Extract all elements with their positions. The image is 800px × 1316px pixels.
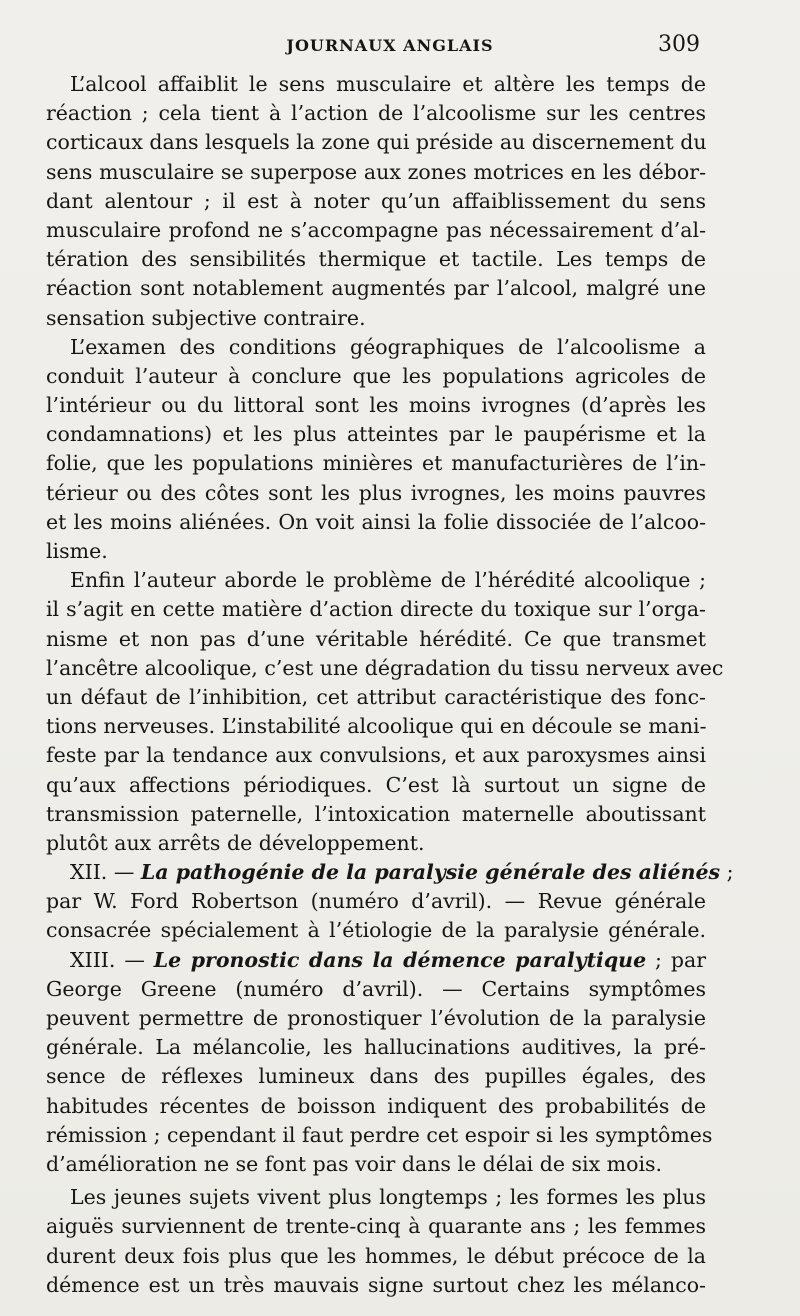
text-line: l’intérieur ou du littoral sont les moins ivrognes (d’après les <box>46 393 706 418</box>
running-title: JOURNAUX ANGLAIS <box>286 36 494 55</box>
section-number: XII. <box>70 860 108 885</box>
text-line: générale. La mélancolie, les hallucinations auditives, la pré- <box>46 1035 706 1060</box>
text-line: plutôt aux arrêts de développement. <box>46 830 425 855</box>
text-line: feste par la tendance aux convulsions, et aux paroxysmes ainsi <box>46 743 706 768</box>
text-line: d’amélioration ne se font pas voir dans le délai de six mois. <box>46 1151 663 1176</box>
text-line: qu’aux affections périodiques. C’est là surtout un signe de <box>46 772 706 797</box>
text-line: L’examen des conditions géographiques de l’alcoolisme a <box>70 334 706 359</box>
text-line: nisme et non pas d’une véritable hérédité. Ce que transmet <box>46 626 706 651</box>
body-text <box>46 70 734 1300</box>
section-heading: XIII. — Le pronostic dans la démence paralytique ; par <box>70 947 706 972</box>
section-heading-rest: ; par <box>646 947 706 972</box>
text-line: condamnations) et les plus atteintes par le paupérisme et la <box>46 422 706 447</box>
page-header <box>0 32 800 62</box>
text-line: sence de réflexes lumineux dans des pupilles égales, des <box>46 1064 706 1089</box>
text-line: folie, que les populations minières et manufacturières de l’in- <box>46 451 706 476</box>
text-line: lisme. <box>46 539 108 563</box>
section-title: La pathogénie de la paralysie générale des aliénés <box>140 860 721 885</box>
text-line: tération des sensibilités thermique et tactile. Les temps de <box>46 247 706 272</box>
text-line: Les jeunes sujets vivent plus longtemps ; les formes les plus <box>70 1185 706 1210</box>
text-line: l’ancêtre alcoolique, c’est une dégradation du tissu nerveux avec <box>46 655 724 680</box>
text-line: réaction sont notablement augmentés par l’alcool, malgré une <box>46 276 706 301</box>
text-line: tions nerveuses. L’instabilité alcoolique qui en découle se mani- <box>46 714 707 739</box>
section-number: XIII. <box>70 947 116 972</box>
section-title: Le pronostic dans la démence paralytique <box>153 947 647 972</box>
section-heading-rest: ; <box>720 860 734 885</box>
text-line: L’alcool affaiblit le sens musculaire et altère les temps de <box>70 72 706 96</box>
text-line: durent deux fois plus que les hommes, le début précoce de la <box>46 1243 706 1268</box>
text-line: rémission ; cependant il faut perdre cet espoir si les symptômes <box>46 1122 713 1147</box>
text-line: sensation subjective contraire. <box>46 305 366 330</box>
text-line: réaction ; cela tient à l’action de l’alcoolisme sur les centres <box>46 101 706 126</box>
text-line: il s’agit en cette matière d’action directe du toxique sur l’orga- <box>46 597 706 622</box>
text-line: dant alentour ; il est à noter qu’un affaiblissement du sens <box>46 188 706 213</box>
text-line: musculaire profond ne s’accompagne pas nécessairement d’al- <box>46 217 706 242</box>
text-line: sens musculaire se superpose aux zones motrices en les débor- <box>46 159 706 184</box>
text-line: conduit l’auteur à conclure que les populations agricoles de <box>46 363 706 388</box>
section-heading: XII. — La pathogénie de la paralysie générale des aliénés ; <box>70 860 734 885</box>
text-line: peuvent permettre de pronostiquer l’évolution de la paralysie <box>46 1006 706 1030</box>
text-line: un défaut de l’inhibition, cet attribut caractéristique des fonc- <box>46 684 706 709</box>
text-line: George Greene (numéro d’avril). — Certains symptômes <box>46 976 706 1001</box>
text-line: et les moins aliénées. On voit ainsi la folie dissociée de l’alcoo- <box>46 509 706 534</box>
text-line: térieur ou des côtes sont les plus ivrognes, les moins pauvres <box>46 480 706 505</box>
text-line: transmission paternelle, l’intoxication maternelle aboutissant <box>46 801 706 826</box>
text-line: démence est un très mauvais signe surtout chez les mélanco- <box>46 1272 706 1297</box>
text-line: corticaux dans lesquels la zone qui préside au discernement du <box>46 130 707 155</box>
page-number: 309 <box>658 32 700 57</box>
text-line: habitudes récentes de boisson indiquent des probabilités de <box>46 1093 706 1118</box>
text-line: aiguës surviennent de trente-cinq à quarante ans ; les femmes <box>46 1214 706 1239</box>
text-line: Enfin l’auteur aborde le problème de l’hérédité alcoolique ; <box>70 568 706 593</box>
text-line: consacrée spécialement à l’étiologie de la paralysie générale. <box>46 918 706 943</box>
text-line: par W. Ford Robertson (numéro d’avril). — Revue générale <box>46 889 706 914</box>
